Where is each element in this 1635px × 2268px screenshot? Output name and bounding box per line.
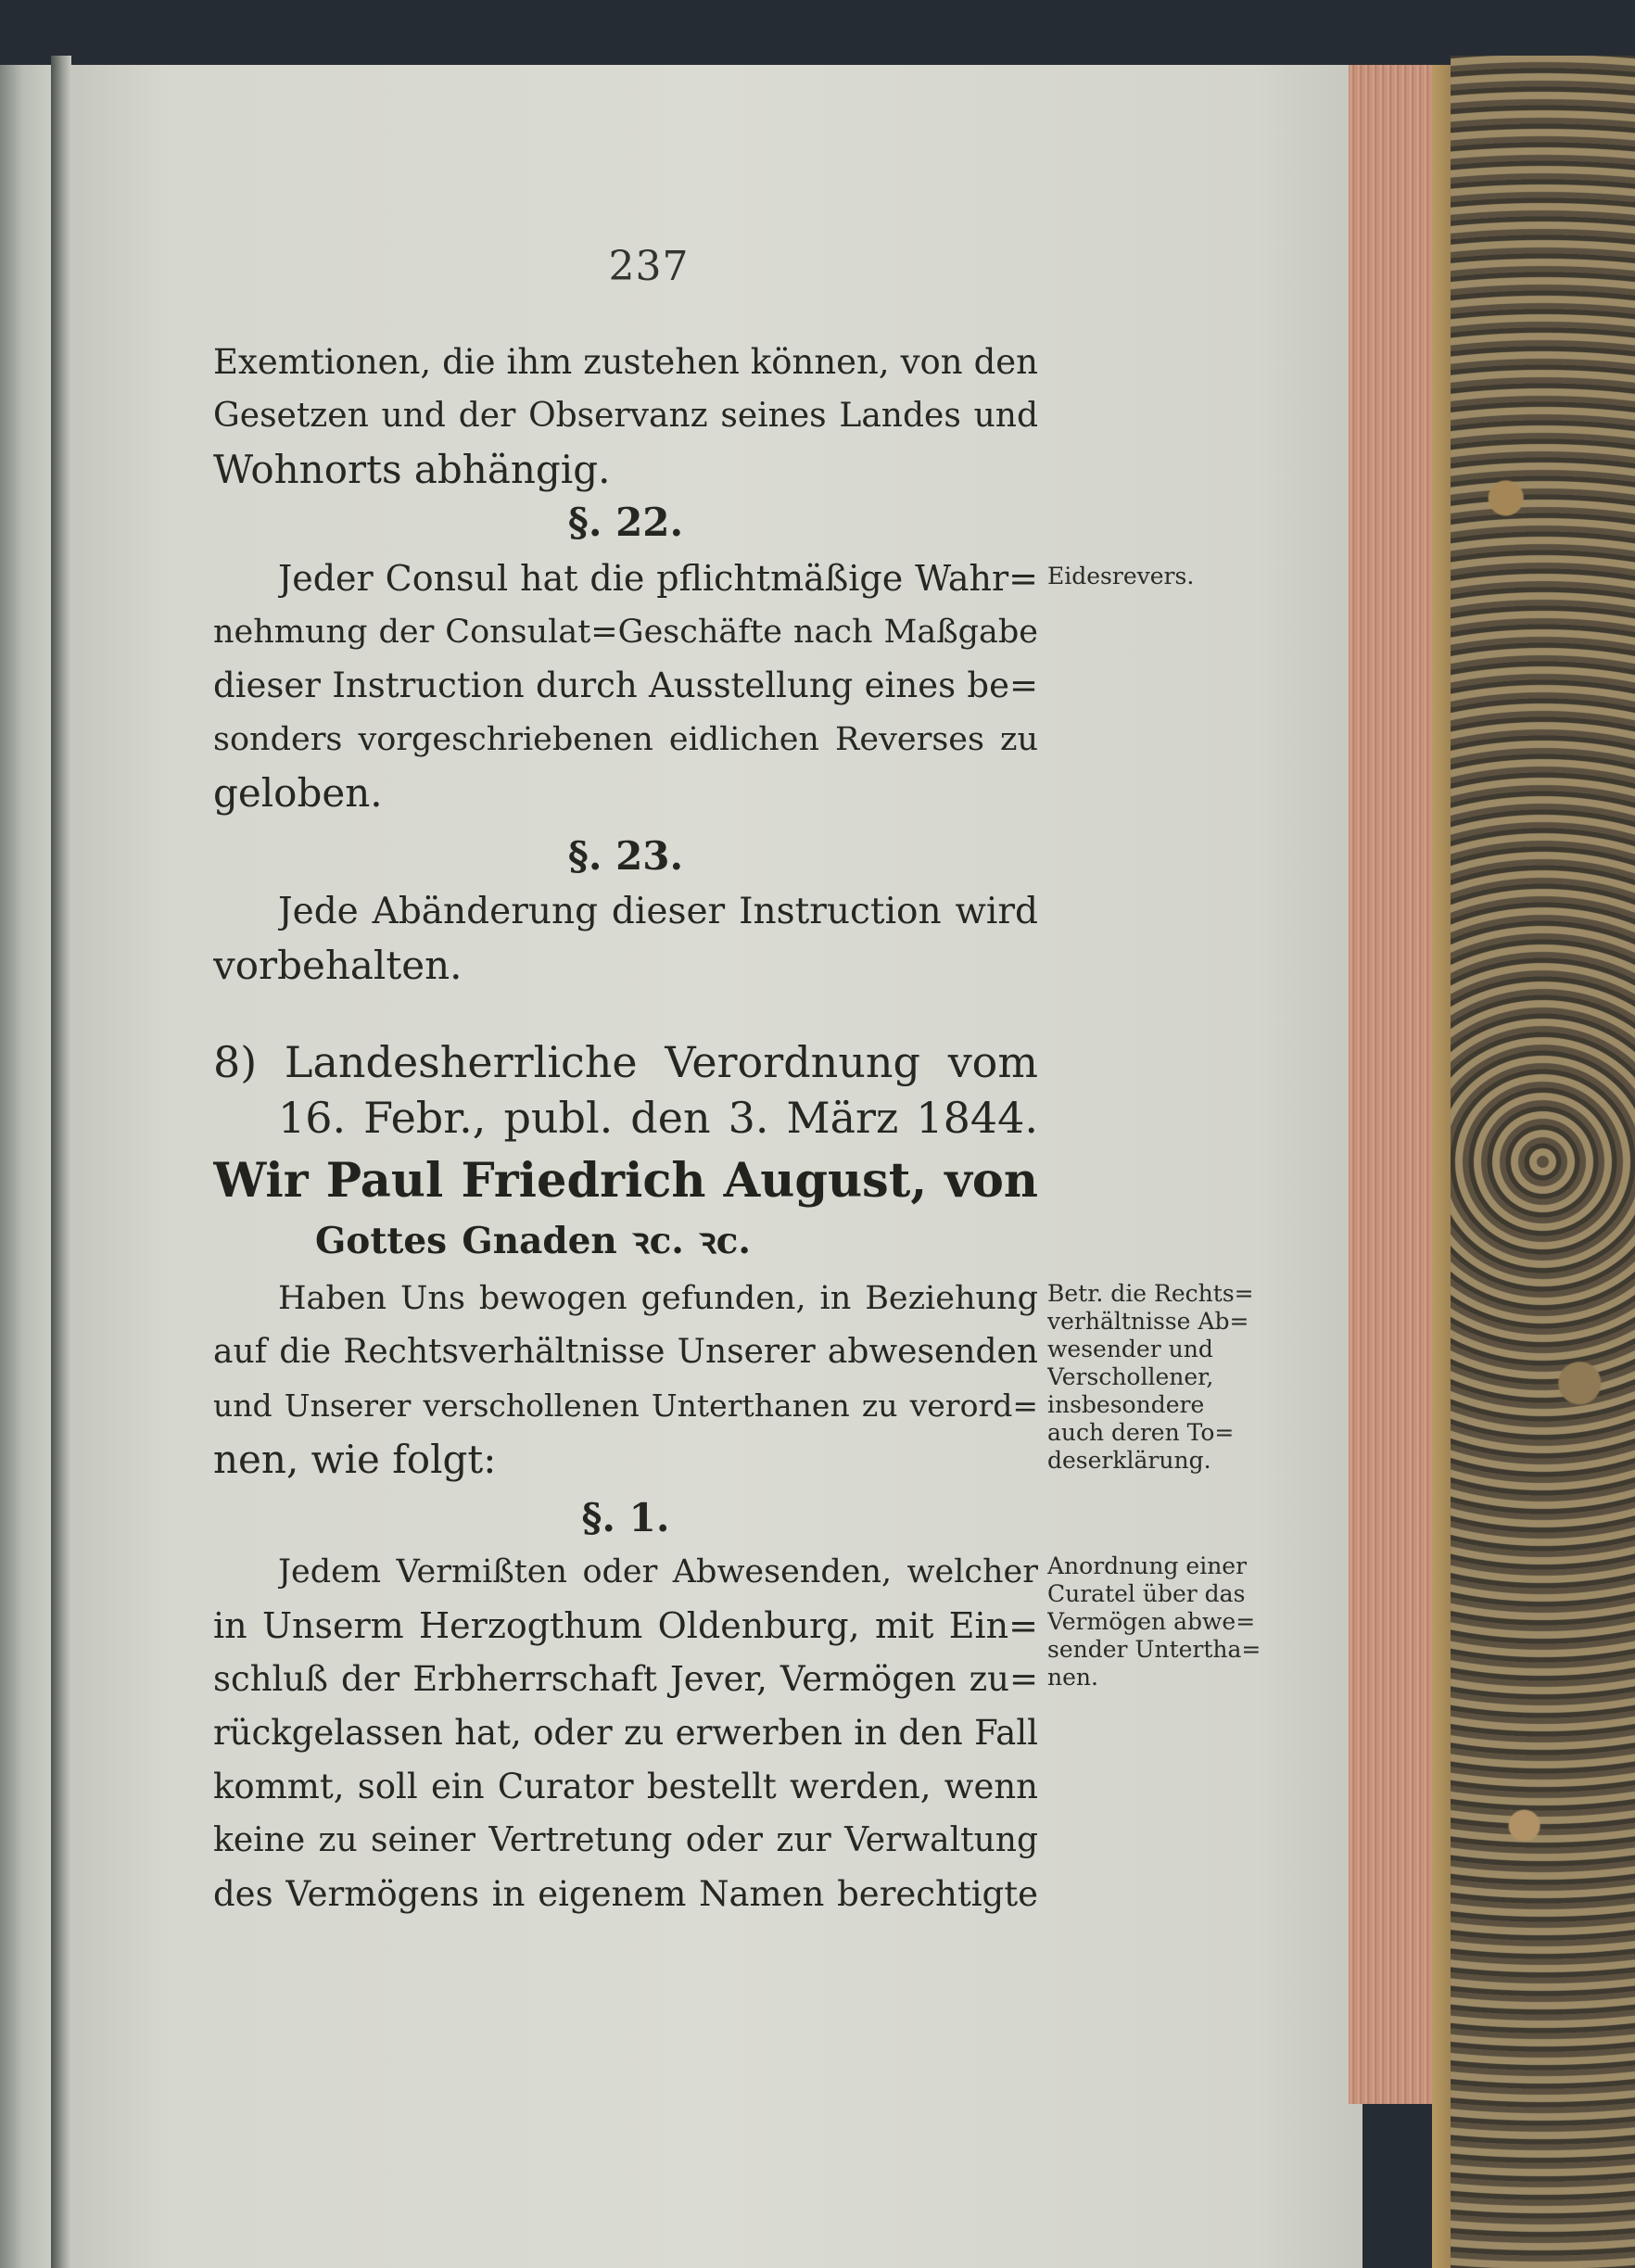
page-number: 237 (608, 243, 690, 290)
text-line: Jedem Vermißten oder Abwesenden, welcher (278, 1553, 1038, 1590)
text-line: in Unserm Herzogthum Oldenburg, mit Ein= (213, 1605, 1038, 1646)
text-line: Jeder Consul hat die pflichtmäßige Wahr= (278, 558, 1038, 599)
margin-note: deserklärung. (1047, 1448, 1211, 1474)
decree-title: Gottes Gnaden ꝛc. ꝛc. (315, 1220, 751, 1262)
margin-note: Curatel über das (1047, 1581, 1246, 1607)
text-line: schluß der Erbherrschaft Jever, Vermögen zu= (213, 1659, 1038, 1699)
text-line: und Unserer verschollenen Unterthanen zu verord= (213, 1387, 1038, 1424)
section-heading: §. 23. (567, 833, 684, 879)
text-line: Jede Abänderung dieser Instruction wird (278, 891, 1038, 932)
text-line: nen, wie folgt: (213, 1437, 497, 1482)
margin-note: verhältnisse Ab= (1047, 1309, 1249, 1335)
margin-note: Betr. die Rechts= (1047, 1281, 1254, 1307)
margin-note: Verschollener, (1047, 1364, 1214, 1390)
decree-heading: 8) Landesherrliche Verordnung vom (213, 1037, 1038, 1087)
decree-title: Wir Paul Friedrich August, von (213, 1153, 1038, 1209)
text-line: Haben Uns bewogen gefunden, in Beziehung (278, 1280, 1038, 1317)
margin-note: Anordnung einer (1047, 1553, 1248, 1579)
text-line: keine zu seiner Vertretung oder zur Verwaltung (213, 1821, 1038, 1859)
left-page-edge (0, 65, 57, 2268)
margin-note: Eidesrevers. (1047, 564, 1195, 589)
gutter (51, 56, 71, 2268)
text-line: rückgelassen hat, oder zu erwerben in den Fall (213, 1713, 1038, 1753)
text-line: Gesetzen und der Observanz seines Landes und (213, 397, 1038, 435)
text-line: sonders vorgeschriebenen eidlichen Reverses zu (213, 721, 1038, 758)
margin-note: Vermögen abwe= (1047, 1609, 1256, 1635)
text-line: dieser Instruction durch Ausstellung eines be= (213, 665, 1038, 705)
marbled-cover (1451, 56, 1635, 2268)
decree-date: 16. Febr., publ. den 3. März 1844. (278, 1093, 1038, 1143)
margin-note: wesender und (1047, 1337, 1213, 1362)
text-line: vorbehalten. (213, 943, 463, 988)
margin-note: insbesondere (1047, 1392, 1205, 1418)
section-heading: §. 22. (567, 500, 684, 545)
margin-note: nen. (1047, 1665, 1098, 1691)
text-line: geloben. (213, 770, 383, 816)
text-line: Exemtionen, die ihm zustehen können, von den (213, 342, 1038, 382)
text-line: Wohnorts abhängig. (213, 447, 611, 492)
text-line: auf die Rechtsverhältnisse Unserer abwesenden (213, 1333, 1038, 1371)
margin-note: sender Untertha= (1047, 1637, 1261, 1663)
section-heading: §. 1. (581, 1495, 670, 1540)
margin-note: auch deren To= (1047, 1420, 1235, 1446)
text-line: kommt, soll ein Curator bestellt werden, wenn (213, 1767, 1038, 1806)
text-line: nehmung der Consulat=Geschäfte nach Maßgabe (213, 614, 1038, 651)
text-line: des Vermögens in eigenem Namen berechtigte (213, 1874, 1038, 1914)
